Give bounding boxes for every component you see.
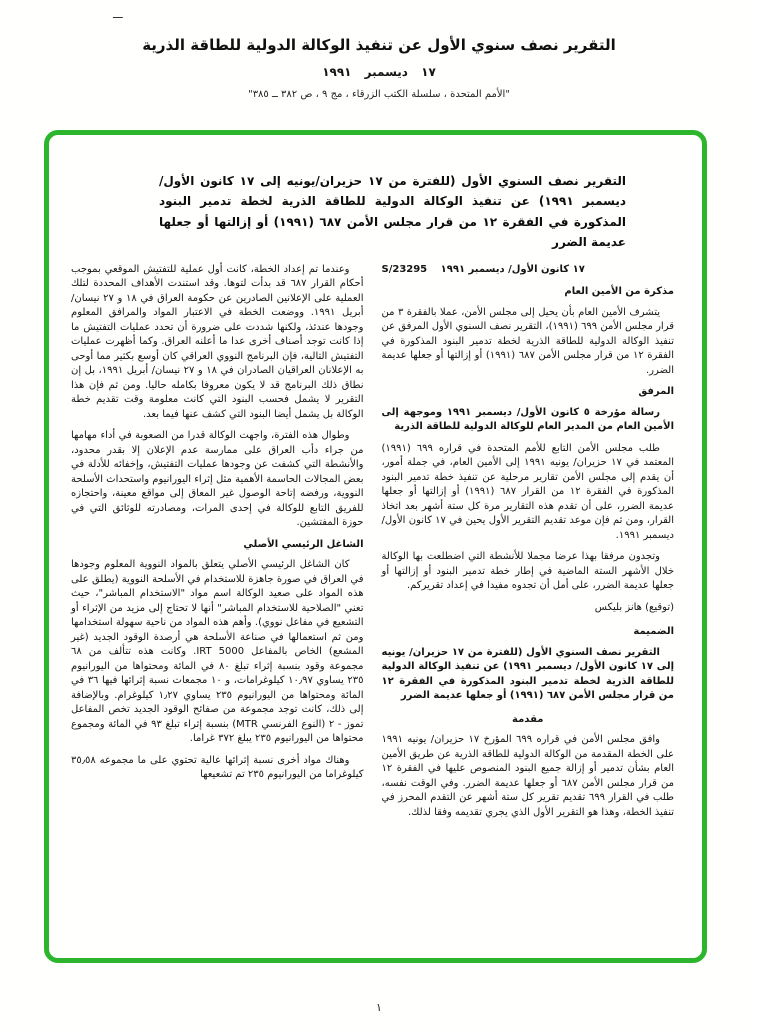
doc-symbol-line — [382, 263, 675, 278]
section-heading: الضميمة — [633, 626, 674, 638]
header-source-citation: "الأمم المتحدة ، سلسلة الكتب الزرقاء ، مج ٩ ، ص ٣٨٢ ــ ٣٨٥" — [248, 89, 510, 100]
page-number: ١ — [376, 1001, 382, 1014]
paragraph: التقرير نصف السنوي الأول (للفترة من ١٧ حزيران/ يونيه إلى ١٧ كانون الأول/ ديسمبر ١٩٩١) عن تنفيذ الوكالة الدولية للطاقة الذرية لخطة تدمير البنود المذكورة في الفقرة ١٢ من قرار مجلس الأمن ٦٨٧ (١٩٩١) أو جعلها عديمة الضرر — [381, 646, 674, 702]
paragraph: كان الشاغل الرئيسي الأصلي يتعلق بالمواد النووية المعلوم وجودها في العراق في صورة جاهزة للاستخدام في الأسلحة النووية (يطلق على هذه المواد على صعيد الوكالة اسم مواد "الاستخدام المباشر"، حيث تعني "الصلاحية للاستخدام المباشر" أنها لا تحتاج إلى مزيد من الإثراء أو التشعيع في مفاعل نووي). وأهم هذه المواد من ناحية سهولة استخدامها ومن ثم استعمالها في صناعة الأسلحة هي أرصدة الوقود الجديد (غير المشعع) الخاص بالمفاعل IRT 5000. وكانت هذه تتألف من ٦٨ مجموعة وقود بنسبة إثراء تبلغ ٨٠ في المائة ومحتواها من اليورانيوم ٢٣٥ يساوي ١٠٫٩٧ كيلوغرامات، و ١٠ مجمعات نسبة إثرائها فيها ٣٦ في المائة ومحتواها من اليورانيوم ٢٣٥ يساوي ١٫٢٧ كيلوغرام. وبالإضافة إلى ذلك، كانت توجد مجموعة من صفائح الوقود الجديد تخص المفاعل تموز - ٢ (النوع الفرنسي MTR) بنسبة إثراء تبلغ ٩٣ في المائة ومجموع محتواها من اليورانيوم ٢٣٥ يبلغ ٣٧٢ غراما. — [71, 559, 364, 745]
paragraph: وتجدون مرفقا بهذا عرضا مجملا للأنشطة التي اضطلعت بها الوكالة خلال الأشهر الستة الماضية في إطار خطة تدمير البنود أو إزالتها أو جعلها عديمة الضرر، على أمل أن تجدوه مفيدا في إعداد تقريركم. — [381, 551, 674, 592]
highlight-frame — [44, 130, 707, 963]
doc-date: ١٧ كانون الأول/ ديسمبر ١٩٩١ — [440, 263, 585, 275]
scanned-document — [49, 135, 702, 835]
scan-artifact-mark: ـــ — [113, 8, 123, 21]
paragraph: وهناك مواد أخرى نسبة إثرائها عالية تحتوي على ما مجموعه ٣٥٫٥٨ كيلوغراما من اليورانيوم ٢٣٥ تم تشعيعها — [71, 754, 364, 781]
paragraph: يتشرف الأمين العام بأن يحيل إلى مجلس الأمن، عملا بالفقرة ٣ من قرار مجلس الأمن ٦٩٩ (١٩٩١)، التقرير نصف السنوي الأول المرفق عن تنفيذ الوكالة الدولية للطاقة الذرية لخطة تدمير البنود المذكورة في الفقرة ١٢ من قرار مجلس الأمن ٦٨٧ (١٩٩١) أو إزالتها أو جعلها عديمة الضرر. — [381, 306, 674, 376]
left-column — [71, 263, 364, 828]
paragraph: رسالة مؤرخة ٥ كانون الأول/ ديسمبر ١٩٩١ وموجهة إلى الأمين العام من المدير العام للوكالة الدولية للطاقة الذرية — [381, 406, 674, 433]
section-heading: مذكرة من الأمين العام — [564, 286, 674, 298]
section-heading: مقدمة — [512, 713, 544, 725]
paragraph: وافق مجلس الأمن في قراره ٦٩٩ المؤرخ ١٧ حزيران/ يونيه ١٩٩١ على الخطة المقدمة من الوكالة الدولية للطاقة الذرية عن طريق الأمين العام بشأن تدمير أو إزالة جميع البنود المنصوص عليها في الفقرة ١٢ من قرار مجلس الأمن ٦٨٧ أو جعلها عديمة الضرر. وفي الوقت نفسه، طلب في القرار ٦٩٩ تقديم تقرير كل ستة أشهر عن التقدم المحرز في تنفيذ الخطة، وهذا هو التقرير الأول الذي يجري تقديمه وفقا لذلك. — [381, 734, 674, 818]
section-heading: الشاغل الرئيسي الأصلي — [243, 538, 364, 550]
two-column-body — [71, 263, 674, 828]
doc-symbol: S/23295 — [381, 263, 428, 275]
page-header — [0, 36, 758, 100]
paragraph: طلب مجلس الأمن التابع للأمم المتحدة في قراره ٦٩٩ (١٩٩١) المعتمد في ١٧ حزيران/ يونيه ١٩٩١ إلى الأمين العام، في جملة أمور، أن يقدم إلى مجلس الأمن تقارير مرحلية عن تنفيذ خطة تدمير البنود المذكورة في الفقرة ١٢ من القرار ٦٨٧ (١٩٩١) أو إزالتها أو جعلها عديمة الضرر، على أن تقدم هذه التقارير مرة كل ستة أشهر بعد اتخاذ القرار، ومن ثم فإن موعد تقديم التقرير الأول يحين في ١٧ كانون الأول/ ديسمبر ١٩٩١. — [381, 442, 675, 541]
header-date: ١٧ ديسمبر ١٩٩١ — [322, 65, 436, 79]
paragraph: وطوال هذه الفترة، واجهت الوكالة قدرا من الصعوبة في أداء مهامها من جراء دأب العراق على ممارسة عدم الإعلان إلا بقدر محدود، والأنشطة التي كشفت عن وجودها عمليات التفتيش، وإخفائه للأدلة في بعض المجالات الحاسمة الأهمية مثل إثراء اليورانيوم واستحداث الأسلحة النووية، ورفضه إتاحة الوصول غير المعاق إلى مواقع معينة، واحتجازه للفريق التابع للوكالة في إحدى المرات، ومصادرته للوثائق التي في حوزة المفتشين. — [71, 430, 364, 529]
section-heading: المرفق — [638, 386, 674, 398]
signature-line: (توقيع) هانز بليكس — [594, 601, 674, 613]
header-title: التقرير نصف سنوي الأول عن تنفيذ الوكالة الدولية للطاقة الذرية — [142, 36, 616, 54]
right-column — [382, 263, 675, 828]
paragraph: وعندما تم إعداد الخطة، كانت أول عملية للتفتيش الموقعي بموجب أحكام القرار ٦٨٧ قد بدأت لتوها. وقد استندت الأهداف المحددة لتلك العملية على الإعلانين الصادرين عن حكومة العراق في ١٨ و ٢٧ نيسان/ أبريل ١٩٩١. ووضعت الخطة في الاعتبار المواد والمرافق المعلوم وجودها عندئذ، ولكنها شددت على ضرورة أن تحدد عمليات التفتيش ما إذا كانت توجد أصناف أخرى عدا ما أعلنه العراق. وكما أظهرت عمليات التفتيش التالية، فإن البرنامج النووي العراقي كان أوسع بكثير مما أوحى به الإعلانان العراقيان الصادران في ١٨ و ٢٧ نيسان/ أبريل ١٩٩١، بل إن نطاق ذلك البرنامج قد لا يكون معروفا بكامله حاليا. ومن ثم فإن هذا التقرير لا يشمل فحسب البنود التي كانت معلومة وقت تقديم خطة الوكالة بل يشمل أيضا البنود التي كشف عنها فيما بعد. — [71, 263, 364, 420]
document-title: التقرير نصف السنوي الأول (للفترة من ١٧ حزيران/يونيه إلى ١٧ كانون الأول/ ديسمبر ١٩٩١) عن تنفيذ الوكالة الدولية للطاقة الذرية لخطة تدمير البنود المذكورة في الفقرة ١٢ من قرار مجلس الأمن ٦٨٧ (١٩٩١) أو إزالتها أو جعلها عديمة الضرر — [159, 174, 627, 250]
